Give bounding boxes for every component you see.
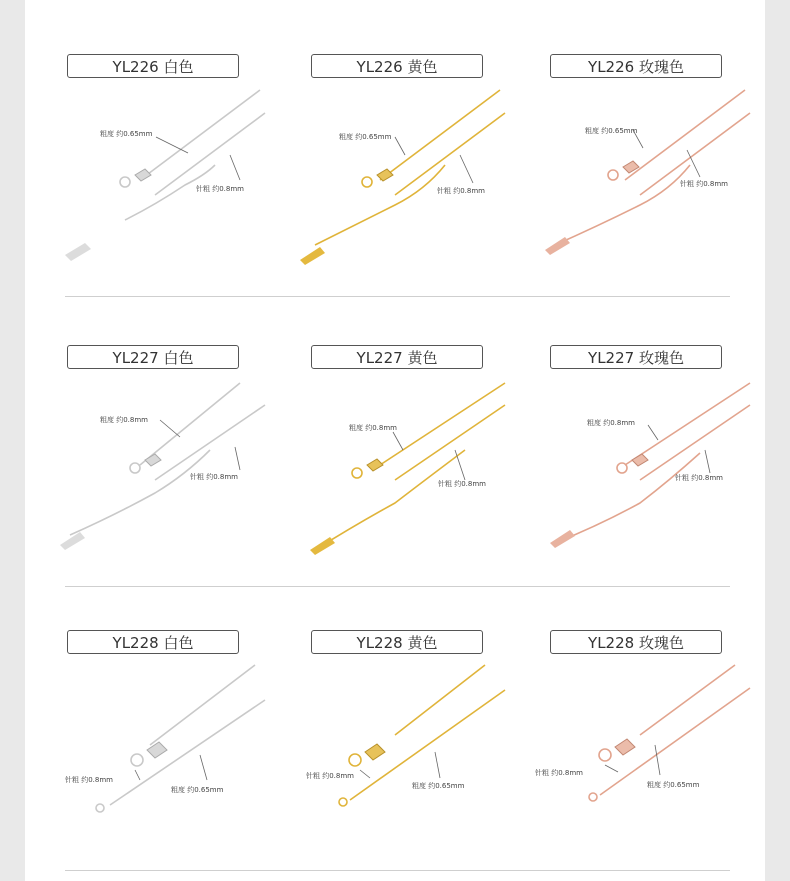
pin-annotation: 针粗 约0.8mm — [675, 474, 723, 482]
thickness-annotation: 粗度 约0.65mm — [585, 127, 638, 135]
pin-annotation: 针粗 约0.8mm — [190, 473, 238, 481]
section-divider — [65, 870, 730, 871]
thickness-annotation: 粗度 约0.8mm — [100, 416, 148, 424]
product-detail-page — [25, 0, 765, 881]
variant-label-yl228-yellow: YL228 黄色 — [311, 630, 483, 654]
variant-label-yl227-rose: YL227 玫瑰色 — [550, 345, 722, 369]
necklace-photo-yl226-rose — [540, 85, 755, 270]
section-divider — [65, 296, 730, 297]
necklace-photo-yl228-white — [55, 660, 270, 845]
thickness-annotation: 粗度 约0.65mm — [171, 786, 224, 794]
pin-annotation: 针粗 约0.8mm — [438, 480, 486, 488]
thickness-annotation: 粗度 约0.8mm — [349, 424, 397, 432]
variant-label-yl228-rose: YL228 玫瑰色 — [550, 630, 722, 654]
thickness-annotation: 粗度 约0.8mm — [587, 419, 635, 427]
necklace-photo-yl228-yellow — [295, 660, 510, 845]
pin-annotation: 针粗 约0.8mm — [196, 185, 244, 193]
thickness-annotation: 粗度 约0.65mm — [100, 130, 153, 138]
pin-annotation: 针粗 约0.8mm — [437, 187, 485, 195]
necklace-photo-yl227-rose — [540, 375, 755, 560]
necklace-photo-yl226-white — [55, 85, 270, 270]
necklace-photo-yl227-white — [55, 375, 270, 560]
variant-label-yl228-white: YL228 白色 — [67, 630, 239, 654]
variant-label-yl226-white: YL226 白色 — [67, 54, 239, 78]
variant-label-yl227-yellow: YL227 黄色 — [311, 345, 483, 369]
necklace-photo-yl227-yellow — [295, 375, 510, 560]
variant-label-yl227-white: YL227 白色 — [67, 345, 239, 369]
thickness-annotation: 粗度 约0.65mm — [412, 782, 465, 790]
pin-annotation: 针粗 约0.8mm — [680, 180, 728, 188]
pin-annotation: 针粗 约0.8mm — [535, 769, 583, 777]
pin-annotation: 针粗 约0.8mm — [306, 772, 354, 780]
variant-label-yl226-rose: YL226 玫瑰色 — [550, 54, 722, 78]
pin-annotation: 针粗 约0.8mm — [65, 776, 113, 784]
thickness-annotation: 粗度 约0.65mm — [647, 781, 700, 789]
variant-label-yl226-yellow: YL226 黄色 — [311, 54, 483, 78]
necklace-photo-yl226-yellow — [295, 85, 510, 270]
thickness-annotation: 粗度 约0.65mm — [339, 133, 392, 141]
section-divider — [65, 586, 730, 587]
necklace-photo-yl228-rose — [540, 660, 755, 845]
